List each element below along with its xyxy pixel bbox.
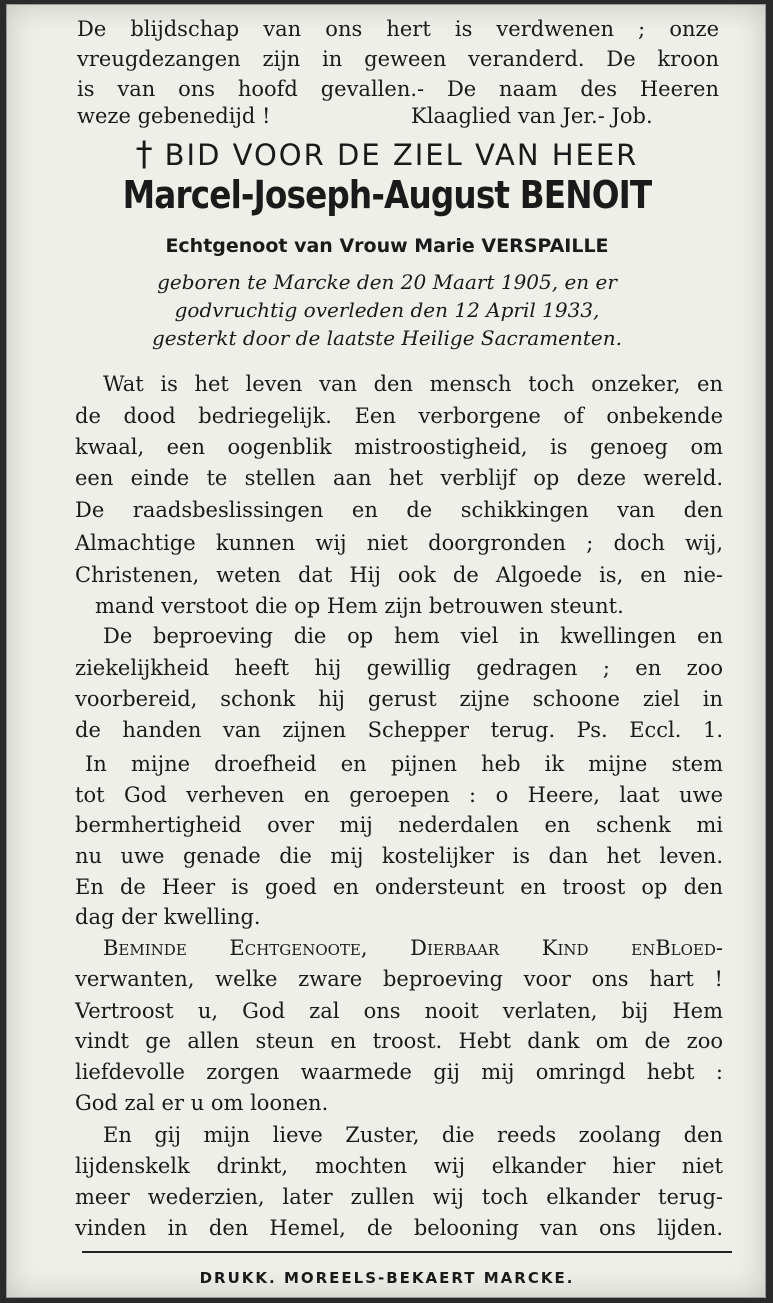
prayer-heading: [7, 134, 767, 174]
divider: [82, 1251, 732, 1253]
quote-line-4: weze gebenedijd !: [77, 104, 271, 128]
p1-line-7: Christenen, weten dat Hij ook de Algoede is, en nie-: [75, 563, 723, 587]
deceased-name: Marcel-Joseph-August BENOIT: [122, 173, 652, 217]
quote-source: Klaaglied van Jer.- Job.: [411, 104, 653, 128]
p1-line-6: Almachtige kunnen wij niet doorgronden ; doch wij,: [75, 531, 723, 555]
p4-line-4: vindt ge allen steun en troost. Hebt dank om de zoo: [75, 1029, 723, 1053]
p5-line-4: vinden in den Hemel, de belooning van ons lijden.: [75, 1216, 723, 1240]
p2-line-2: ziekelijkheid heeft hij gewillig gedragen ; en zoo: [75, 656, 723, 680]
p4-line-2: verwanten, welke zware beproeving voor ons hart !: [75, 967, 723, 991]
p5-line-1: En gij mijn lieve Zuster, die reeds zoolang den: [103, 1123, 723, 1147]
p1-line-4: een einde te stellen aan het verblijf op deze wereld.: [75, 466, 723, 490]
p2-line-4: de handen van zijnen Schepper terug. Ps. Eccl. 1.: [75, 718, 723, 742]
p5-line-2: lijdenskelk drinkt, mochten wij elkander hier niet: [75, 1154, 723, 1178]
p5-line-3: meer wederzien, later zullen wij toch elkander terug-: [75, 1185, 723, 1209]
p1-line-1: Wat is het leven van den mensch toch onzeker, en: [103, 372, 723, 396]
p2-line-3: voorbereid, schonk hij gerust zijne schoone ziel in: [75, 687, 723, 711]
p1-line-8: mand verstoot die op Hem zijn betrouwen steunt.: [95, 594, 624, 618]
spouse-line: Echtgenoot van Vrouw Marie VERSPAILLE: [165, 235, 609, 257]
printer-imprint: DRUKK. MOREELS-BEKAERT MARCKE.: [199, 1269, 575, 1287]
p3-line-5: En de Heer is goed en ondersteunt en troost op den: [75, 875, 723, 899]
birth-line-1: geboren te Marcke den 20 Maart 1905, en er: [157, 270, 617, 294]
p1-line-3: kwaal, een oogenblik mistroostigheid, is genoeg om: [75, 435, 723, 459]
quote-line-3: is van ons hoofd gevallen.- De naam des Heeren: [77, 77, 719, 101]
p4-line-3: Vertroost u, God zal ons nooit verlaten, bij Hem: [75, 999, 723, 1023]
birth-line-2: godvruchtig overleden den 12 April 1933,: [174, 298, 600, 322]
p4-line-6: God zal er u om loonen.: [75, 1091, 329, 1115]
prayer-heading-text: BID VOOR DE ZIEL VAN HEER: [164, 138, 639, 172]
p4-line-5: liefdevolle zorgen waarmede gij mij omringd hebt :: [75, 1060, 723, 1084]
p3-line-4: nu uwe genade die mij kostelijker is dan het leven.: [75, 844, 723, 868]
cross-icon: †: [135, 134, 155, 174]
p3-line-1: In mijne droefheid en pijnen heb ik mijne stem: [85, 752, 723, 776]
p3-line-2: tot God verheven en geroepen : o Heere, laat uwe: [75, 783, 723, 807]
p1-line-2: de dood bedriegelijk. Een verborgene of onbekende: [75, 404, 723, 428]
p4-line-1: Beminde Echtgenoote, Dierbaar Kind enBloed-: [103, 936, 723, 960]
birth-line-3: gesterkt door de laatste Heilige Sacramenten.: [152, 326, 622, 350]
quote-line-1: De blijdschap van ons hert is verdwenen ; onze: [77, 17, 719, 41]
memorial-card: [6, 4, 766, 1298]
p3-line-6: dag der kwelling.: [75, 905, 261, 929]
p3-line-3: bermhertigheid over mij nederdalen en schenk mi: [75, 813, 723, 837]
p2-line-1: De beproeving die op hem viel in kwellingen en: [103, 624, 723, 648]
quote-line-2: vreugdezangen zijn in geween veranderd. De kroon: [77, 47, 719, 71]
p1-line-5: De raadsbeslissingen en de schikkingen van den: [75, 498, 723, 522]
